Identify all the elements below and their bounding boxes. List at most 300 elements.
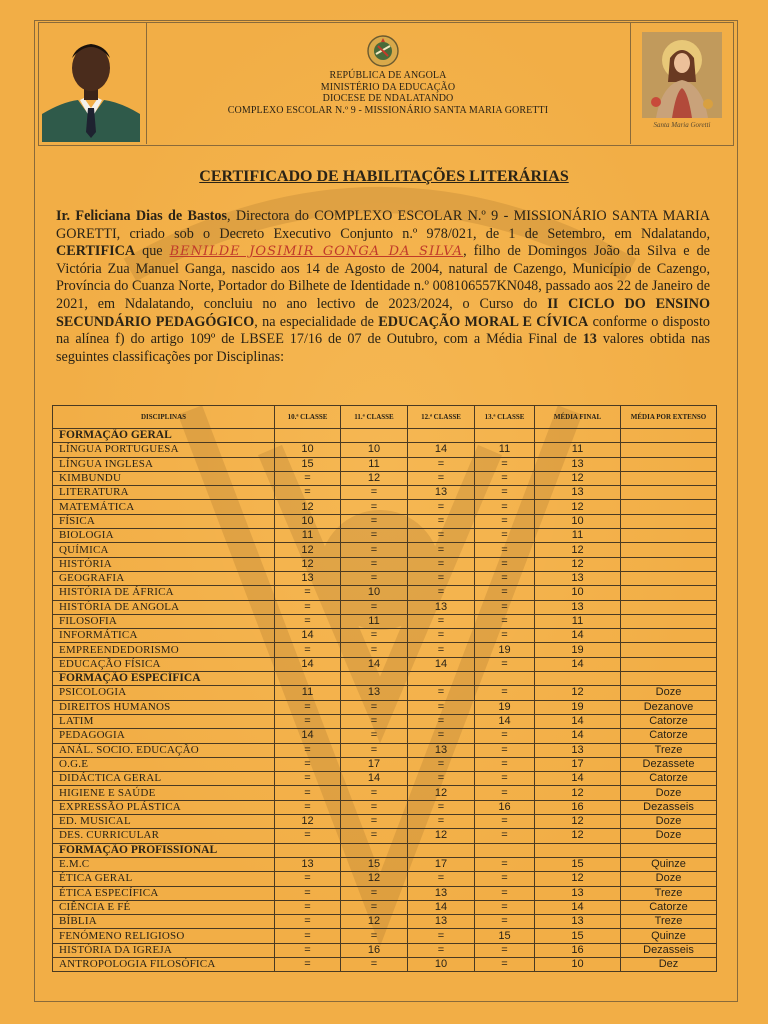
grade-10-cell: = <box>275 829 341 843</box>
grade-13-cell: = <box>475 614 535 628</box>
grade-11-cell: 14 <box>341 657 408 671</box>
subject-cell: ANTROPOLOGIA FILOSÓFICA <box>53 957 275 971</box>
grade-13-cell: 15 <box>475 929 535 943</box>
table-row <box>53 757 717 771</box>
table-row <box>53 829 717 843</box>
grade-12-cell: 14 <box>408 443 475 457</box>
grade-11-cell: 15 <box>341 857 408 871</box>
col-header: 11.ª CLASSE <box>341 406 408 429</box>
empty-cell <box>535 672 621 686</box>
grade-13-cell: = <box>475 600 535 614</box>
table-row <box>53 714 717 728</box>
table-row <box>53 514 717 528</box>
table-row <box>53 815 717 829</box>
grade-10-cell: = <box>275 800 341 814</box>
grade-10-cell: 14 <box>275 657 341 671</box>
final-average-cell: 11 <box>535 443 621 457</box>
grade-13-cell: = <box>475 957 535 971</box>
average-in-words-cell: Dezanove <box>621 700 717 714</box>
grade-10-cell: 13 <box>275 857 341 871</box>
grade-12-cell: = <box>408 686 475 700</box>
table-row <box>53 800 717 814</box>
grade-13-cell: 14 <box>475 714 535 728</box>
grade-13-cell: = <box>475 886 535 900</box>
grade-12-cell: = <box>408 586 475 600</box>
grade-10-cell: = <box>275 900 341 914</box>
grade-13-cell: = <box>475 500 535 514</box>
final-average-cell: 14 <box>535 629 621 643</box>
table-row <box>53 529 717 543</box>
grade-12-cell: = <box>408 457 475 471</box>
subject-cell: DIDÁCTICA GERAL <box>53 772 275 786</box>
grade-11-cell: = <box>341 743 408 757</box>
grade-12-cell: = <box>408 643 475 657</box>
average-in-words-cell <box>621 600 717 614</box>
col-header: MÉDIA POR EXTENSO <box>621 406 717 429</box>
final-average-cell: 12 <box>535 557 621 571</box>
empty-cell <box>341 429 408 443</box>
empty-cell <box>475 672 535 686</box>
grade-11-cell: = <box>341 786 408 800</box>
grade-11-cell: 13 <box>341 686 408 700</box>
subject-cell: FENÓMENO RELIGIOSO <box>53 929 275 943</box>
subject-cell: KIMBUNDU <box>53 471 275 485</box>
empty-cell <box>475 843 535 857</box>
subject-cell: HISTÓRIA DA IGREJA <box>53 943 275 957</box>
grade-11-cell: = <box>341 957 408 971</box>
grade-12-cell: = <box>408 529 475 543</box>
grade-10-cell: 10 <box>275 443 341 457</box>
grade-12-cell: = <box>408 514 475 528</box>
table-row <box>53 957 717 971</box>
table-row <box>53 743 717 757</box>
empty-cell <box>408 672 475 686</box>
grade-10-cell: = <box>275 600 341 614</box>
average-in-words-cell: Dezasseis <box>621 943 717 957</box>
final-average-cell: 13 <box>535 600 621 614</box>
average-in-words-cell <box>621 657 717 671</box>
subject-cell: HIGIENE E SAÚDE <box>53 786 275 800</box>
empty-cell <box>621 672 717 686</box>
table-row <box>53 729 717 743</box>
grade-10-cell: = <box>275 757 341 771</box>
grade-11-cell: = <box>341 886 408 900</box>
final-average-cell: 12 <box>535 686 621 700</box>
grade-10-cell: = <box>275 714 341 728</box>
final-average-cell: 14 <box>535 657 621 671</box>
grade-13-cell: = <box>475 486 535 500</box>
col-header: DISCIPLINAS <box>53 406 275 429</box>
empty-cell <box>275 429 341 443</box>
grade-12-cell: = <box>408 714 475 728</box>
average-in-words-cell: Catorze <box>621 900 717 914</box>
average-in-words-cell <box>621 543 717 557</box>
grade-12-cell: = <box>408 500 475 514</box>
average-in-words-cell <box>621 529 717 543</box>
grade-10-cell: 14 <box>275 729 341 743</box>
average-in-words-cell: Treze <box>621 886 717 900</box>
final-average-cell: 13 <box>535 571 621 585</box>
final-average-cell: 12 <box>535 872 621 886</box>
grade-13-cell: = <box>475 557 535 571</box>
average-in-words-cell <box>621 643 717 657</box>
certifica-word: CERTIFICA <box>56 243 136 260</box>
grade-10-cell: 12 <box>275 500 341 514</box>
statement-text-1: , Directora do COMPLEXO ESCOLAR N.º 9 - MISSIONÁRIO SANTA MARIA GORETTI, criado sob o Decreto Executivo Conjunto n.º 978/021, de 1 de Setembro, em Ndalatando, <box>56 208 711 242</box>
final-average-cell: 11 <box>535 529 621 543</box>
average-in-words-cell: Doze <box>621 829 717 843</box>
grade-12-cell: = <box>408 614 475 628</box>
grade-11-cell: = <box>341 571 408 585</box>
average-in-words-cell: Catorze <box>621 714 717 728</box>
header-republic: REPÚBLICA DE ANGOLA <box>329 70 447 81</box>
table-row <box>53 471 717 485</box>
grade-11-cell: 12 <box>341 915 408 929</box>
grade-13-cell: = <box>475 915 535 929</box>
certificate-title: CERTIFICADO DE HABILITAÇÕES LITERÁRIAS <box>199 168 569 185</box>
section-row <box>53 843 717 857</box>
grade-10-cell: = <box>275 586 341 600</box>
table-row <box>53 886 717 900</box>
average-in-words-cell: Dezasseis <box>621 800 717 814</box>
grade-10-cell: = <box>275 886 341 900</box>
grade-11-cell: = <box>341 643 408 657</box>
grade-11-cell: 10 <box>341 443 408 457</box>
table-row <box>53 786 717 800</box>
empty-cell <box>535 429 621 443</box>
grade-12-cell: 13 <box>408 915 475 929</box>
angola-emblem-icon <box>366 34 400 68</box>
table-row <box>53 857 717 871</box>
grade-13-cell: = <box>475 657 535 671</box>
final-average-cell: 19 <box>535 700 621 714</box>
grade-12-cell: 12 <box>408 786 475 800</box>
subject-cell: EMPREENDEDORISMO <box>53 643 275 657</box>
grade-13-cell: = <box>475 514 535 528</box>
certificate-statement <box>56 208 710 366</box>
grade-12-cell: = <box>408 800 475 814</box>
grade-12-cell: 13 <box>408 743 475 757</box>
grade-12-cell: 13 <box>408 886 475 900</box>
average-in-words-cell: Catorze <box>621 772 717 786</box>
average-in-words-cell <box>621 443 717 457</box>
average-in-words-cell: Quinze <box>621 857 717 871</box>
average-in-words-cell <box>621 514 717 528</box>
grade-10-cell: 10 <box>275 514 341 528</box>
statement-text-2: que <box>135 243 170 260</box>
empty-cell <box>475 429 535 443</box>
grade-10-cell: = <box>275 486 341 500</box>
grade-10-cell: 11 <box>275 529 341 543</box>
empty-cell <box>341 843 408 857</box>
grade-12-cell: = <box>408 729 475 743</box>
grade-10-cell: 12 <box>275 557 341 571</box>
average-in-words-cell <box>621 571 717 585</box>
average-in-words-cell <box>621 614 717 628</box>
grade-11-cell: 12 <box>341 471 408 485</box>
final-average-cell: 13 <box>535 486 621 500</box>
table-row <box>53 571 717 585</box>
grade-11-cell: = <box>341 729 408 743</box>
final-average-cell: 12 <box>535 471 621 485</box>
table-row <box>53 872 717 886</box>
grade-10-cell: = <box>275 872 341 886</box>
grade-10-cell: = <box>275 614 341 628</box>
table-row <box>53 643 717 657</box>
average-in-words-cell: Dezassete <box>621 757 717 771</box>
grade-13-cell: = <box>475 629 535 643</box>
grade-11-cell: = <box>341 700 408 714</box>
subject-cell: FÍSICA <box>53 514 275 528</box>
final-average: 13 <box>582 331 597 348</box>
grade-11-cell: = <box>341 900 408 914</box>
grade-12-cell: = <box>408 471 475 485</box>
subject-cell: DIREITOS HUMANOS <box>53 700 275 714</box>
subject-cell: BÍBLIA <box>53 915 275 929</box>
table-row <box>53 657 717 671</box>
subject-cell: LÍNGUA INGLESA <box>53 457 275 471</box>
subject-cell: BIOLOGIA <box>53 529 275 543</box>
average-in-words-cell <box>621 629 717 643</box>
average-in-words-cell <box>621 557 717 571</box>
grade-11-cell: = <box>341 629 408 643</box>
average-in-words-cell: Catorze <box>621 729 717 743</box>
grade-13-cell: = <box>475 571 535 585</box>
grade-12-cell: = <box>408 700 475 714</box>
subject-cell: EDUCAÇÃO FÍSICA <box>53 657 275 671</box>
grade-10-cell: 15 <box>275 457 341 471</box>
grade-11-cell: = <box>341 529 408 543</box>
average-in-words-cell: Doze <box>621 872 717 886</box>
grade-13-cell: 19 <box>475 700 535 714</box>
grade-11-cell: 11 <box>341 457 408 471</box>
final-average-cell: 10 <box>535 957 621 971</box>
grade-11-cell: 14 <box>341 772 408 786</box>
grade-13-cell: = <box>475 815 535 829</box>
grade-13-cell: = <box>475 743 535 757</box>
col-header: MÉDIA FINAL <box>535 406 621 429</box>
table-row <box>53 915 717 929</box>
empty-cell <box>275 672 341 686</box>
average-in-words-cell: Treze <box>621 743 717 757</box>
statement-text-6: valores obtida nas seguintes classificações por Disciplinas: <box>56 331 711 365</box>
grade-13-cell: = <box>475 529 535 543</box>
grade-10-cell: 12 <box>275 543 341 557</box>
subject-cell: LATIM <box>53 714 275 728</box>
average-in-words-cell <box>621 457 717 471</box>
subject-cell: CIÊNCIA E FÉ <box>53 900 275 914</box>
final-average-cell: 12 <box>535 786 621 800</box>
statement-text-5: conforme o disposto na alínea f) do artigo 109º de LBSEE 17/16 de 07 de Outubro, com a Média Final de <box>56 313 710 348</box>
table-row <box>53 457 717 471</box>
table-row <box>53 486 717 500</box>
average-in-words-cell <box>621 486 717 500</box>
grade-11-cell: 11 <box>341 614 408 628</box>
grade-11-cell: = <box>341 486 408 500</box>
empty-cell <box>408 429 475 443</box>
empty-cell <box>621 843 717 857</box>
final-average-cell: 12 <box>535 500 621 514</box>
section-title: FORMAÇÃO ESPECÍFICA <box>53 672 275 686</box>
table-row <box>53 443 717 457</box>
grade-12-cell: = <box>408 757 475 771</box>
subject-cell: EXPRESSÃO PLÁSTICA <box>53 800 275 814</box>
table-row <box>53 686 717 700</box>
average-in-words-cell: Dez <box>621 957 717 971</box>
header-divider-right <box>630 22 631 144</box>
average-in-words-cell <box>621 471 717 485</box>
empty-cell <box>621 429 717 443</box>
grade-12-cell: = <box>408 772 475 786</box>
average-in-words-cell: Doze <box>621 815 717 829</box>
subject-cell: E.M.C <box>53 857 275 871</box>
grade-12-cell: 13 <box>408 600 475 614</box>
grade-13-cell: = <box>475 543 535 557</box>
subject-cell: HISTÓRIA <box>53 557 275 571</box>
empty-cell <box>275 843 341 857</box>
final-average-cell: 10 <box>535 586 621 600</box>
director-name: Ir. Feliciana Dias de Bastos <box>56 208 227 224</box>
grade-13-cell: = <box>475 471 535 485</box>
grade-10-cell: = <box>275 743 341 757</box>
grade-11-cell: 17 <box>341 757 408 771</box>
header-school: COMPLEXO ESCOLAR N.º 9 - MISSIONÁRIO SANTA MARIA GORETTI <box>227 104 549 116</box>
table-row <box>53 929 717 943</box>
section-row <box>53 429 717 443</box>
final-average-cell: 13 <box>535 457 621 471</box>
grade-11-cell: = <box>341 714 408 728</box>
final-average-cell: 19 <box>535 643 621 657</box>
table-row <box>53 543 717 557</box>
grade-13-cell: = <box>475 457 535 471</box>
final-average-cell: 12 <box>535 829 621 843</box>
subject-cell: INFORMÁTICA <box>53 629 275 643</box>
table-row <box>53 772 717 786</box>
empty-cell <box>535 843 621 857</box>
final-average-cell: 14 <box>535 900 621 914</box>
grade-12-cell: = <box>408 557 475 571</box>
subject-cell: PSICOLOGIA <box>53 686 275 700</box>
grade-10-cell: 13 <box>275 571 341 585</box>
grade-11-cell: = <box>341 557 408 571</box>
grade-13-cell: = <box>475 586 535 600</box>
subject-cell: HISTÓRIA DE ÁFRICA <box>53 586 275 600</box>
final-average-cell: 11 <box>535 614 621 628</box>
subject-cell: PEDAGOGIA <box>53 729 275 743</box>
grade-11-cell: 16 <box>341 943 408 957</box>
subject-cell: ÉTICA GERAL <box>53 872 275 886</box>
table-row <box>53 700 717 714</box>
grade-12-cell: 12 <box>408 829 475 843</box>
subject-cell: MATEMÁTICA <box>53 500 275 514</box>
grade-10-cell: = <box>275 471 341 485</box>
student-name: BENILDE JOSIMIR GONGA DA SILVA <box>169 244 464 260</box>
grade-13-cell: 11 <box>475 443 535 457</box>
grade-11-cell: = <box>341 829 408 843</box>
final-average-cell: 15 <box>535 857 621 871</box>
final-average-cell: 10 <box>535 514 621 528</box>
section-title: FORMAÇÃO GERAL <box>53 429 275 443</box>
final-average-cell: 14 <box>535 714 621 728</box>
final-average-cell: 14 <box>535 772 621 786</box>
grade-12-cell: = <box>408 543 475 557</box>
grade-10-cell: = <box>275 943 341 957</box>
grade-12-cell: 17 <box>408 857 475 871</box>
header-divider-left <box>146 22 147 144</box>
grade-11-cell: = <box>341 929 408 943</box>
grades-header-row <box>53 406 717 429</box>
grade-11-cell: = <box>341 800 408 814</box>
final-average-cell: 16 <box>535 800 621 814</box>
grade-10-cell: = <box>275 643 341 657</box>
header-ministry: MINISTÉRIO DA EDUCAÇÃO <box>320 81 456 93</box>
subject-cell: ANÁL. SOCIO. EDUCAÇÃO <box>53 743 275 757</box>
statement-text-4: , na especialidade de <box>254 313 379 330</box>
final-average-cell: 13 <box>535 743 621 757</box>
grade-10-cell: = <box>275 786 341 800</box>
table-row <box>53 586 717 600</box>
grade-11-cell: 12 <box>341 872 408 886</box>
subject-cell: QUÍMICA <box>53 543 275 557</box>
grade-12-cell: 14 <box>408 657 475 671</box>
average-in-words-cell: Treze <box>621 915 717 929</box>
table-row <box>53 614 717 628</box>
subject-cell: ÉTICA ESPECÍFICA <box>53 886 275 900</box>
table-row <box>53 600 717 614</box>
grade-13-cell: = <box>475 772 535 786</box>
header-diocese: DIOCESE DE NDALATANDO <box>322 93 454 104</box>
grade-13-cell: = <box>475 729 535 743</box>
subject-cell: FILOSOFIA <box>53 614 275 628</box>
empty-cell <box>408 843 475 857</box>
student-photo <box>42 28 140 142</box>
grade-13-cell: 16 <box>475 800 535 814</box>
grade-13-cell: = <box>475 943 535 957</box>
grade-10-cell: = <box>275 929 341 943</box>
subject-cell: O.G.E <box>53 757 275 771</box>
final-average-cell: 13 <box>535 886 621 900</box>
final-average-cell: 15 <box>535 929 621 943</box>
section-row <box>53 672 717 686</box>
col-header: 10.ª CLASSE <box>275 406 341 429</box>
grade-12-cell: = <box>408 629 475 643</box>
grade-10-cell: = <box>275 915 341 929</box>
grade-13-cell: 19 <box>475 643 535 657</box>
average-in-words-cell <box>621 500 717 514</box>
header-institution <box>150 70 626 116</box>
grade-12-cell: = <box>408 872 475 886</box>
grade-12-cell: 13 <box>408 486 475 500</box>
subject-cell: GEOGRAFIA <box>53 571 275 585</box>
final-average-cell: 14 <box>535 729 621 743</box>
grades-body <box>53 429 717 972</box>
table-row <box>53 500 717 514</box>
col-header: 12.ª CLASSE <box>408 406 475 429</box>
grade-12-cell: = <box>408 929 475 943</box>
grade-13-cell: = <box>475 757 535 771</box>
average-in-words-cell: Doze <box>621 686 717 700</box>
grade-10-cell: 14 <box>275 629 341 643</box>
average-in-words-cell: Doze <box>621 786 717 800</box>
grade-10-cell: 12 <box>275 815 341 829</box>
grade-10-cell: 11 <box>275 686 341 700</box>
grade-10-cell: = <box>275 957 341 971</box>
grade-11-cell: 10 <box>341 586 408 600</box>
grade-13-cell: = <box>475 857 535 871</box>
grade-10-cell: = <box>275 772 341 786</box>
grade-12-cell: 14 <box>408 900 475 914</box>
grade-11-cell: = <box>341 500 408 514</box>
